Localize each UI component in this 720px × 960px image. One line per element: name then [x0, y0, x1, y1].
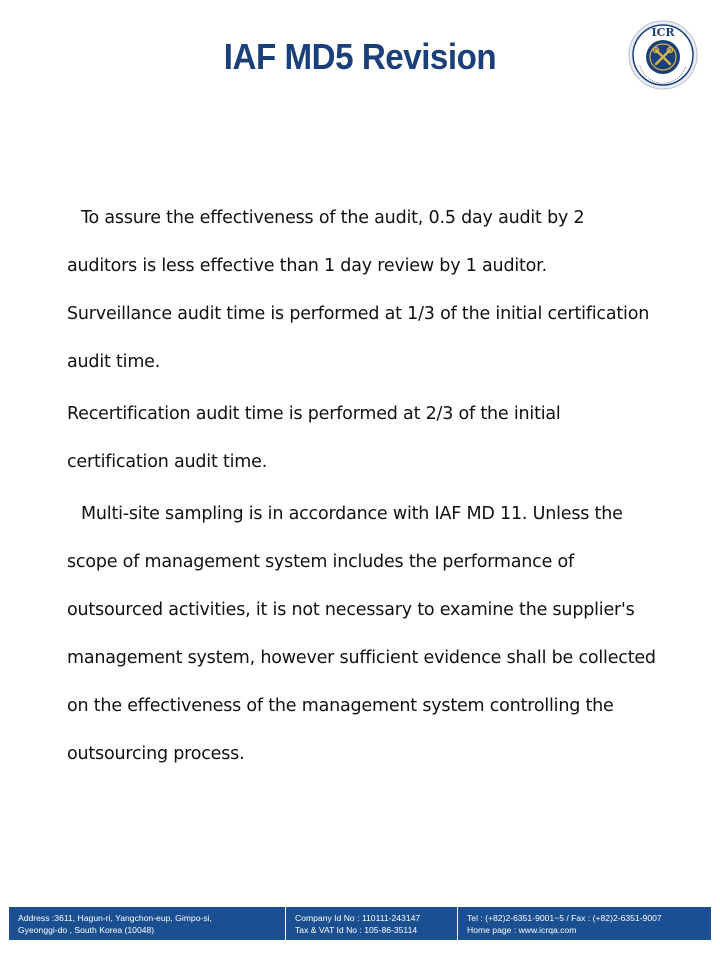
icr-seal-logo: [628, 20, 698, 90]
footer-contact: [457, 907, 711, 940]
footer-address: [9, 907, 285, 940]
paragraph-effectiveness-text: To assure the effectiveness of the audit, 0.5 day audit by 2 auditors is less effective than 1 day review by 1 auditor. Surveillance audit time is performed at 1/3 of the initial certification audit time.: [67, 208, 650, 372]
paragraph-recertification: Recertification audit time is performed at 2/3 of the initial certification audit time.: [67, 404, 561, 472]
tax-vat-id: Tax & VAT Id No : 105-86-35114: [295, 925, 418, 935]
company-id: Company Id No : 110111-243147: [295, 913, 421, 923]
address-line-1: Address :3611, Hagun-ri, Yangchon-eup, Gimpo-si,: [18, 913, 212, 923]
logo-text: ICR: [651, 26, 675, 39]
tel-fax: Tel : (+82)2-6351-9001~5 / Fax : (+82)2-6351-9007: [467, 913, 662, 923]
paragraph-multisite-text: Multi-site sampling is in accordance with IAF MD 11. Unless the scope of management system includes the performance of outsourced activities, it is not necessary to examine the supplier's management system, however sufficient evidence shall be collected on the effectiveness of the management system controlling the outsourcing process.: [67, 504, 656, 764]
page-title: IAF MD5 Revision: [223, 36, 497, 77]
icr-seal-icon: [628, 20, 698, 90]
footer-bar: [9, 907, 711, 940]
footer-company-ids: [285, 907, 457, 940]
homepage-link[interactable]: Home page : www.icrqa.com: [467, 925, 577, 935]
paragraph-multisite: [67, 490, 657, 778]
address-line-2: Gyeonggi-do , South Korea (10048): [18, 925, 155, 935]
paragraph-effectiveness: [67, 194, 657, 386]
main-body: [67, 194, 657, 778]
